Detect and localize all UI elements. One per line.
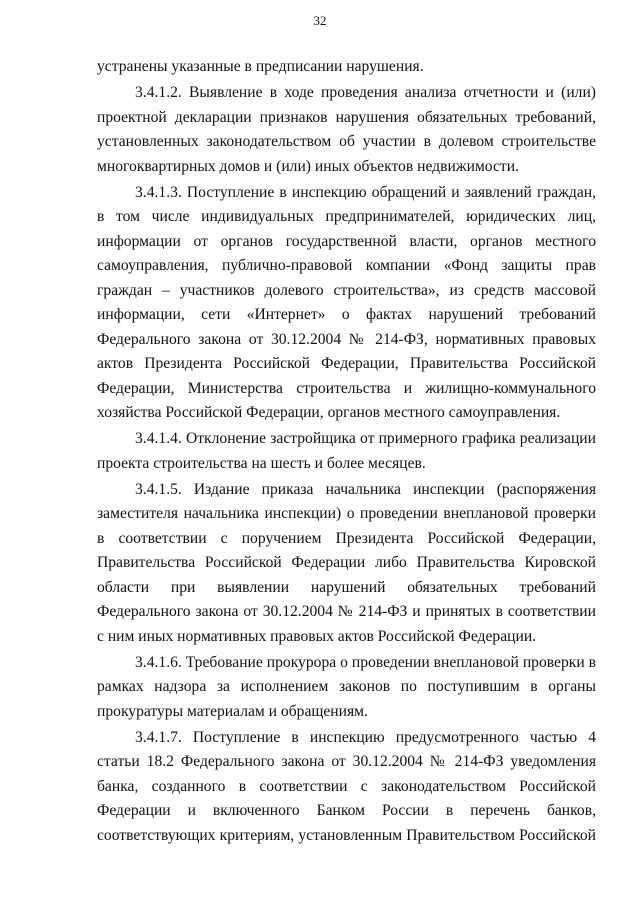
paragraph-continuation: устранены указанные в предписании нарушения.	[97, 58, 424, 75]
paragraph-3-4-1-7: 3.4.1.7. Поступление в инспекцию предусмотренного частью 4 статьи 18.2 Федерального закона от 30.12.2004 № 214-ФЗ уведомления банка, созданного в соответствии с законодательством Российской Федерации и включенного Банком России в перечень банков, соответствующих критериям, установленным Правительством Российской	[97, 728, 596, 844]
page-number: 32	[313, 13, 327, 28]
paragraph-3-4-1-3: 3.4.1.3. Поступление в инспекцию обращений и заявлений граждан, в том числе индивидуальных предпринимателей, юридических лиц, информации от органов государственной власти, органов местного самоуправления, публично-правовой компании «Фонд защиты прав граждан – участников долевого строительства», из средств массовой информации, сети «Интернет» о фактах нарушений требований Федерального закона от 30.12.2004 № 214-ФЗ, нормативных правовых актов Президента Российской Федерации, Правительства Российской Федерации, Министерства строительства и жилищно-коммунального хозяйства Российской Федерации, органов местного самоуправления.	[97, 183, 596, 421]
paragraph-3-4-1-2: 3.4.1.2. Выявление в ходе проведения анализа отчетности и (или) проектной декларации признаков нарушения обязательных требований, установленных законодательством об участии в долевом строительстве многоквартирных домов и (или) иных объектов недвижимости.	[97, 84, 596, 175]
paragraph-3-4-1-6: 3.4.1.6. Требование прокурора о проведении внеплановой проверки в рамках надзора за исполнением законов по поступившим в органы прокуратуры материалам и обращениям.	[97, 653, 596, 720]
paragraph-3-4-1-5: 3.4.1.5. Издание приказа начальника инспекции (распоряжения заместителя начальника инспекции) о проведении внеплановой проверки в соответствии с поручением Президента Российской Федерации, Правительства Российской Федерации либо Правительства Кировской области при выявлении нарушений обязательных требований Федерального закона от 30.12.2004 № 214-ФЗ и принятых в соответствии с ним иных нормативных правовых актов Российской Федерации.	[97, 480, 596, 645]
document-body	[97, 55, 596, 848]
paragraph-3-4-1-4: 3.4.1.4. Отклонение застройщика от примерного графика реализации проекта строительства на шесть и более месяцев.	[97, 430, 596, 472]
